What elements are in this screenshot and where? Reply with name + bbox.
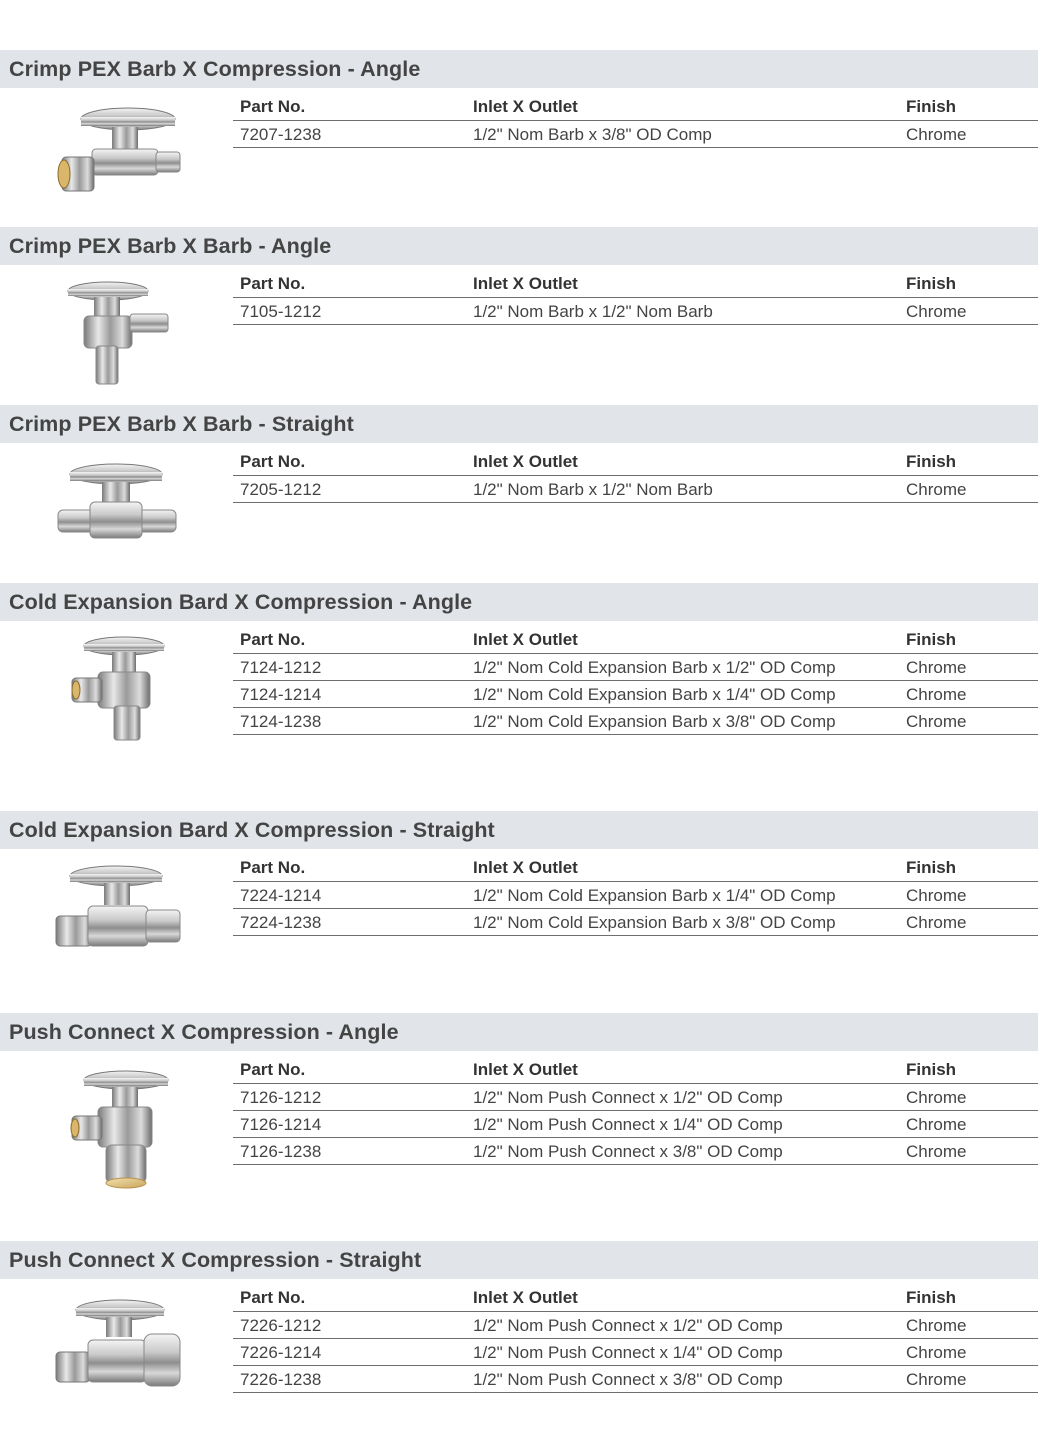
valve-photo <box>48 1288 188 1400</box>
cell-part-no: 7105-1212 <box>240 302 322 321</box>
cell-finish: Chrome <box>906 1316 967 1335</box>
cell-part-no: 7205-1212 <box>240 480 322 499</box>
valve-photo <box>48 858 188 970</box>
cell-finish: Chrome <box>906 1142 967 1161</box>
section-title: Crimp PEX Barb X Barb - Straight <box>9 412 354 436</box>
valve-photo <box>48 452 188 564</box>
section-title: Crimp PEX Barb X Compression - Angle <box>9 57 421 81</box>
cell-inlet-outlet: 1/2" Nom Push Connect x 1/4" OD Comp <box>473 1115 783 1134</box>
cell-finish: Chrome <box>906 1370 967 1389</box>
table-row <box>233 1339 1038 1366</box>
section-title: Push Connect X Compression - Angle <box>9 1020 399 1044</box>
section-title: Crimp PEX Barb X Barb - Angle <box>9 234 332 258</box>
cell-part-no: 7226-1238 <box>240 1370 322 1389</box>
table-header <box>233 854 1038 882</box>
header-finish: Finish <box>906 1060 957 1079</box>
table-row <box>233 882 1038 909</box>
parts-table <box>233 1056 1038 1165</box>
table-row <box>233 654 1038 681</box>
cell-part-no: 7124-1214 <box>240 685 322 704</box>
cell-inlet-outlet: 1/2" Nom Barb x 3/8" OD Comp <box>473 125 712 144</box>
cell-inlet-outlet: 1/2" Nom Push Connect x 1/2" OD Comp <box>473 1316 783 1335</box>
cell-finish: Chrome <box>906 1115 967 1134</box>
cell-inlet-outlet: 1/2" Nom Barb x 1/2" Nom Barb <box>473 302 713 321</box>
cell-finish: Chrome <box>906 913 967 932</box>
section-header-band <box>0 405 1038 443</box>
header-finish: Finish <box>906 274 957 293</box>
cell-part-no: 7224-1214 <box>240 886 322 905</box>
parts-table <box>233 1284 1038 1393</box>
parts-table <box>233 93 1038 148</box>
table-row <box>233 708 1038 735</box>
section-title: Cold Expansion Bard X Compression - Straight <box>9 818 495 842</box>
cell-part-no: 7126-1214 <box>240 1115 322 1134</box>
table-row <box>233 1084 1038 1111</box>
header-finish: Finish <box>906 858 957 877</box>
table-row <box>233 1312 1038 1339</box>
valve-photo <box>48 1060 188 1190</box>
cell-finish: Chrome <box>906 302 967 321</box>
table-row <box>233 1366 1038 1393</box>
section-header-band <box>0 583 1038 621</box>
section-header-band <box>0 50 1038 88</box>
header-finish: Finish <box>906 97 957 116</box>
valve-photo <box>48 274 188 386</box>
cell-finish: Chrome <box>906 886 967 905</box>
header-part-no: Part No. <box>240 858 306 877</box>
table-header <box>233 1284 1038 1312</box>
section-header-band <box>0 811 1038 849</box>
cell-part-no: 7224-1238 <box>240 913 322 932</box>
cell-finish: Chrome <box>906 658 967 677</box>
parts-table <box>233 270 1038 325</box>
section-title: Cold Expansion Bard X Compression - Angle <box>9 590 473 614</box>
header-inlet-outlet: Inlet X Outlet <box>473 1060 578 1079</box>
section-title: Push Connect X Compression - Straight <box>9 1248 422 1272</box>
header-part-no: Part No. <box>240 452 306 471</box>
parts-table <box>233 626 1038 735</box>
header-finish: Finish <box>906 1288 957 1307</box>
cell-inlet-outlet: 1/2" Nom Cold Expansion Barb x 1/2" OD Comp <box>473 658 836 677</box>
parts-table <box>233 448 1038 503</box>
cell-finish: Chrome <box>906 685 967 704</box>
header-part-no: Part No. <box>240 630 306 649</box>
cell-inlet-outlet: 1/2" Nom Push Connect x 3/8" OD Comp <box>473 1142 783 1161</box>
header-part-no: Part No. <box>240 97 306 116</box>
cell-part-no: 7226-1212 <box>240 1316 322 1335</box>
cell-inlet-outlet: 1/2" Nom Cold Expansion Barb x 1/4" OD Comp <box>473 685 836 704</box>
cell-inlet-outlet: 1/2" Nom Barb x 1/2" Nom Barb <box>473 480 713 499</box>
header-inlet-outlet: Inlet X Outlet <box>473 858 578 877</box>
cell-finish: Chrome <box>906 1343 967 1362</box>
cell-finish: Chrome <box>906 480 967 499</box>
header-inlet-outlet: Inlet X Outlet <box>473 274 578 293</box>
header-finish: Finish <box>906 630 957 649</box>
cell-inlet-outlet: 1/2" Nom Cold Expansion Barb x 3/8" OD Comp <box>473 712 836 731</box>
cell-finish: Chrome <box>906 1088 967 1107</box>
header-part-no: Part No. <box>240 274 306 293</box>
cell-finish: Chrome <box>906 125 967 144</box>
table-header <box>233 626 1038 654</box>
cell-inlet-outlet: 1/2" Nom Push Connect x 3/8" OD Comp <box>473 1370 783 1389</box>
cell-inlet-outlet: 1/2" Nom Cold Expansion Barb x 1/4" OD Comp <box>473 886 836 905</box>
cell-inlet-outlet: 1/2" Nom Push Connect x 1/2" OD Comp <box>473 1088 783 1107</box>
table-row <box>233 298 1038 325</box>
header-inlet-outlet: Inlet X Outlet <box>473 452 578 471</box>
table-header <box>233 270 1038 298</box>
cell-part-no: 7124-1212 <box>240 658 322 677</box>
valve-photo <box>48 97 188 209</box>
table-header <box>233 448 1038 476</box>
parts-table <box>233 854 1038 936</box>
header-inlet-outlet: Inlet X Outlet <box>473 97 578 116</box>
table-row <box>233 909 1038 936</box>
table-row <box>233 1138 1038 1165</box>
table-row <box>233 681 1038 708</box>
table-header <box>233 93 1038 121</box>
cell-part-no: 7126-1212 <box>240 1088 322 1107</box>
table-row <box>233 1111 1038 1138</box>
header-inlet-outlet: Inlet X Outlet <box>473 1288 578 1307</box>
cell-inlet-outlet: 1/2" Nom Cold Expansion Barb x 3/8" OD Comp <box>473 913 836 932</box>
table-row <box>233 476 1038 503</box>
table-header <box>233 1056 1038 1084</box>
cell-part-no: 7207-1238 <box>240 125 322 144</box>
cell-part-no: 7126-1238 <box>240 1142 322 1161</box>
header-part-no: Part No. <box>240 1288 306 1307</box>
header-inlet-outlet: Inlet X Outlet <box>473 630 578 649</box>
header-part-no: Part No. <box>240 1060 306 1079</box>
valve-photo <box>48 630 188 742</box>
cell-inlet-outlet: 1/2" Nom Push Connect x 1/4" OD Comp <box>473 1343 783 1362</box>
cell-part-no: 7124-1238 <box>240 712 322 731</box>
section-header-band <box>0 1241 1038 1279</box>
cell-finish: Chrome <box>906 712 967 731</box>
header-finish: Finish <box>906 452 957 471</box>
section-header-band <box>0 1013 1038 1051</box>
table-row <box>233 121 1038 148</box>
cell-part-no: 7226-1214 <box>240 1343 322 1362</box>
section-header-band <box>0 227 1038 265</box>
